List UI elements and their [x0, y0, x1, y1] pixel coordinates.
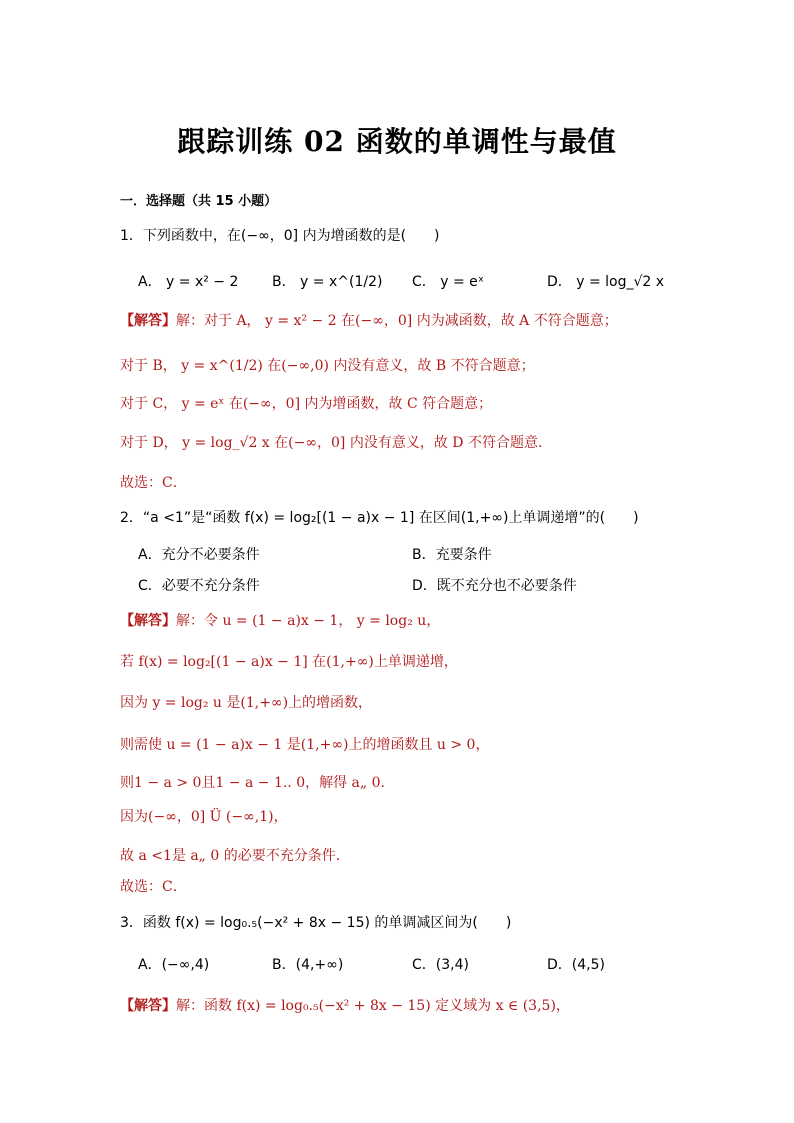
- question-2-option-a: A．充分不必要条件: [138, 547, 260, 563]
- question-3-option-a: A．(−∞,4): [138, 957, 210, 973]
- question-1-solution-line-4: 对于 D， y = log_√2 x 在(−∞，0] 内没有意义，故 D 不符合题意．: [120, 435, 552, 451]
- question-2-solution-line-1: [120, 610, 440, 630]
- question-2-solution-line-4: 则需使 u = (1 − a)x − 1 是(1,+∞)上的增函数且 u > 0，: [120, 737, 490, 753]
- question-1-solution-line-2: 对于 B， y = x^(1/2) 在(−∞,0) 内没有意义，故 B 不符合题意；: [120, 358, 535, 374]
- question-1-option-a: A． y = x² − 2: [138, 274, 239, 290]
- question-2-option-b: B．充要条件: [412, 547, 492, 563]
- question-2-solution-line-7: 故 a <1是 a„ 0 的必要不充分条件．: [120, 848, 350, 864]
- question-1-option-c: C． y = eˣ: [412, 274, 484, 290]
- question-2-option-d: D．既不充分也不必要条件: [412, 578, 577, 594]
- page-title: 跟踪训练 02 函数的单调性与最值: [177, 125, 617, 158]
- question-1-solution-line-1: [120, 310, 618, 330]
- question-2-solution-line-3: 因为 y = log₂ u 是(1,+∞)上的增函数，: [120, 695, 373, 711]
- question-1-solution-line-3: 对于 C， y = eˣ 在(−∞，0] 内为增函数，故 C 符合题意；: [120, 396, 493, 412]
- question-3-option-d: D．(4,5): [547, 957, 605, 973]
- question-3-stem: 3．函数 f(x) = log₀.₅(−x² + 8x − 15) 的单调减区间为( ): [120, 915, 512, 931]
- answer-tag: 【解答】: [120, 613, 176, 629]
- question-1-stem: 1．下列函数中，在(−∞，0] 内为增函数的是( ): [120, 228, 440, 244]
- question-2-solution-line-5: 则1 − a > 0且1 − a − 1.. 0，解得 a„ 0．: [120, 775, 395, 791]
- question-1-option-d: D． y = log_√2 x: [547, 274, 665, 290]
- question-2-answer: 故选：C．: [120, 879, 187, 895]
- answer-tag: 【解答】: [120, 998, 176, 1014]
- solution-text: 解：函数 f(x) = log₀.₅(−x² + 8x − 15) 定义域为 x ∈ (3,5)，: [176, 998, 570, 1014]
- question-3-option-c: C．(3,4): [412, 957, 469, 973]
- solution-text: 解：令 u = (1 − a)x − 1， y = log₂ u，: [176, 613, 441, 629]
- question-3-option-b: B．(4,+∞): [272, 957, 344, 973]
- question-1-answer: 故选：C．: [120, 475, 187, 491]
- solution-text: 解：对于 A， y = x² − 2 在(−∞，0] 内为减函数，故 A 不符合题意；: [176, 313, 618, 329]
- question-2-solution-line-6: 因为(−∞，0] Ü (−∞,1)，: [120, 809, 288, 825]
- question-2-solution-line-2: 若 f(x) = log₂[(1 − a)x − 1] 在(1,+∞)上单调递增，: [120, 654, 458, 670]
- section-heading: 一．选择题（共 15 小题）: [120, 194, 278, 209]
- question-2-stem: 2．“a <1”是“函数 f(x) = log₂[(1 − a)x − 1] 在区间(1,+∞)上单调递增”的( ): [120, 510, 639, 526]
- question-1-option-b: B． y = x^(1/2): [272, 274, 383, 290]
- question-2-option-c: C．必要不充分条件: [138, 578, 260, 594]
- question-3-solution-line-1: [120, 995, 570, 1015]
- answer-tag: 【解答】: [120, 313, 176, 329]
